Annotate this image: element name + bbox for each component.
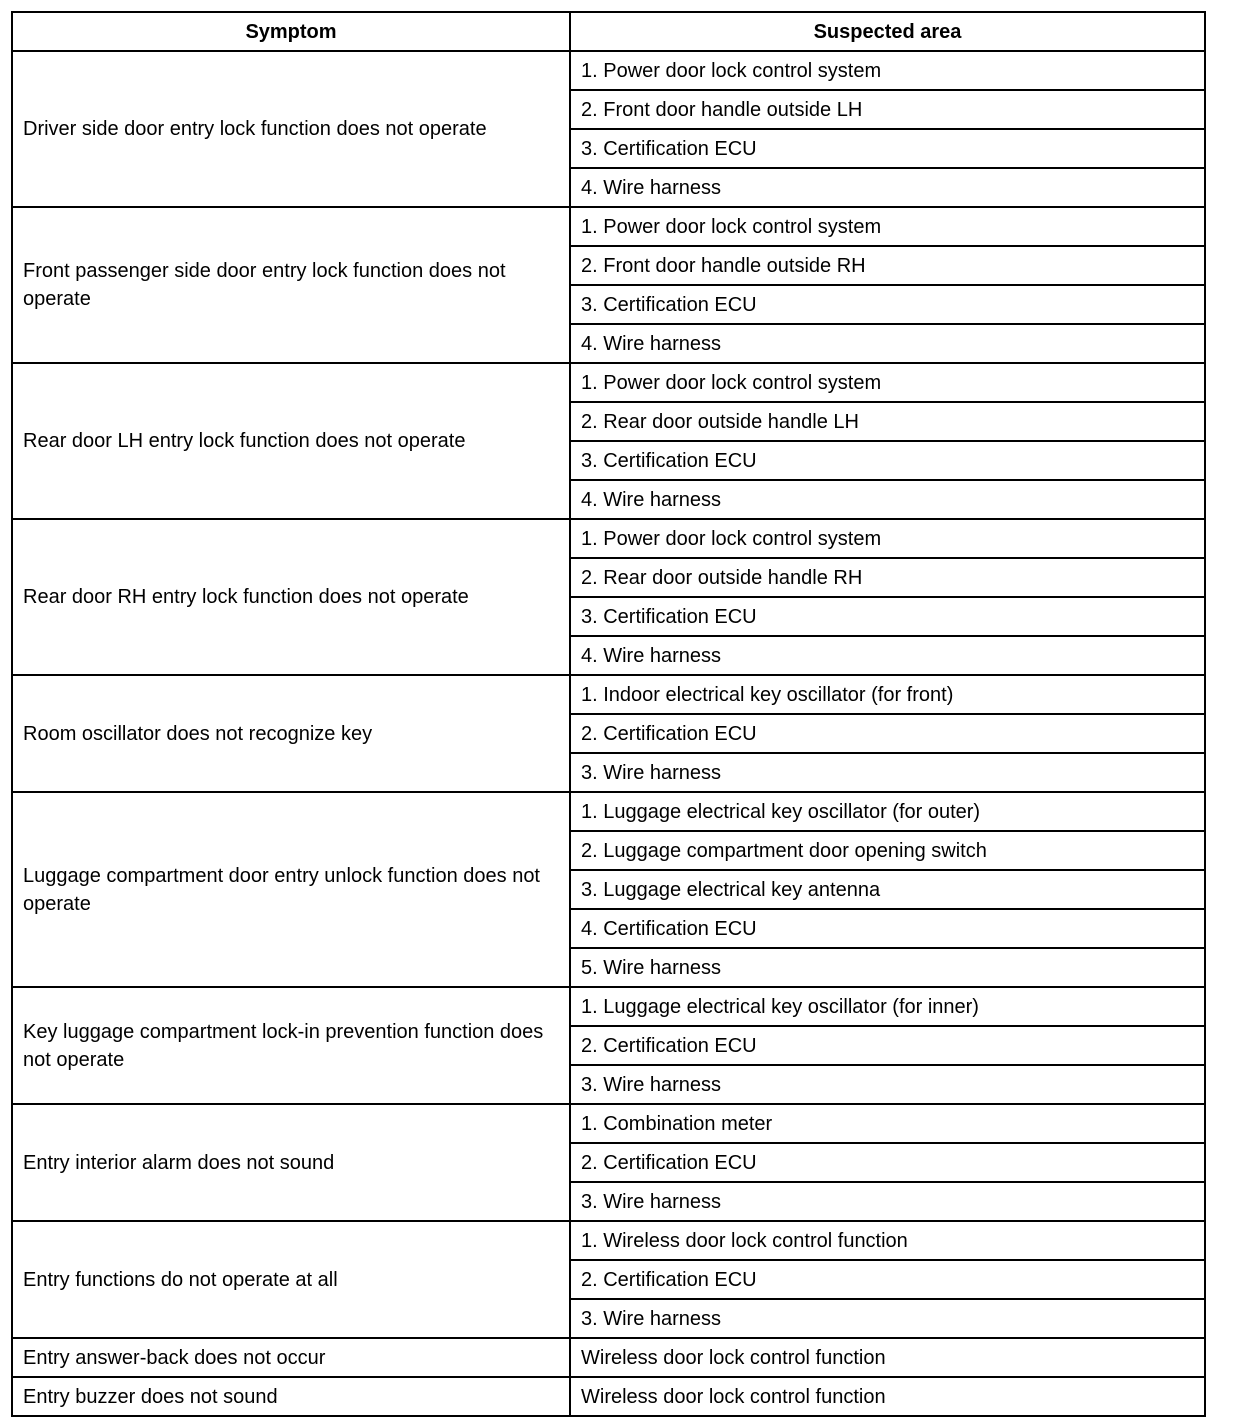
table-row — [12, 519, 1205, 558]
table-row — [12, 1377, 1205, 1416]
suspected-area-cell: 3. Certification ECU — [570, 441, 1205, 480]
suspected-area-cell: 2. Certification ECU — [570, 714, 1205, 753]
suspected-area-cell: 2. Certification ECU — [570, 1143, 1205, 1182]
table-row — [12, 675, 1205, 714]
suspected-area-cell: 2. Certification ECU — [570, 1026, 1205, 1065]
suspected-area-cell: 4. Wire harness — [570, 168, 1205, 207]
suspected-area-cell: 1. Wireless door lock control function — [570, 1221, 1205, 1260]
suspected-area-cell: 4. Wire harness — [570, 636, 1205, 675]
table-row — [12, 987, 1205, 1026]
suspected-area-cell: 2. Luggage compartment door opening switch — [570, 831, 1205, 870]
suspected-area-cell: 3. Certification ECU — [570, 597, 1205, 636]
suspected-area-cell: 1. Power door lock control system — [570, 363, 1205, 402]
table-row — [12, 792, 1205, 831]
symptom-cell: Driver side door entry lock function does not operate — [12, 51, 570, 207]
suspected-area-cell: 2. Front door handle outside RH — [570, 246, 1205, 285]
suspected-area-cell: 1. Luggage electrical key oscillator (for outer) — [570, 792, 1205, 831]
suspected-area-cell: 1. Power door lock control system — [570, 51, 1205, 90]
table-row — [12, 51, 1205, 90]
suspected-area-cell: 2. Certification ECU — [570, 1260, 1205, 1299]
symptom-cell: Entry buzzer does not sound — [12, 1377, 570, 1416]
suspected-area-cell: 4. Wire harness — [570, 324, 1205, 363]
table-row — [12, 1338, 1205, 1377]
suspected-area-cell: 4. Certification ECU — [570, 909, 1205, 948]
table-row — [12, 1221, 1205, 1260]
symptom-cell: Entry answer-back does not occur — [12, 1338, 570, 1377]
header-row — [12, 12, 1205, 51]
suspected-area-cell: 3. Certification ECU — [570, 285, 1205, 324]
suspected-area-cell: 1. Power door lock control system — [570, 207, 1205, 246]
header-symptom: Symptom — [12, 12, 570, 51]
suspected-area-cell: 2. Front door handle outside LH — [570, 90, 1205, 129]
table-row — [12, 363, 1205, 402]
suspected-area-cell: 1. Combination meter — [570, 1104, 1205, 1143]
symptom-cell: Entry interior alarm does not sound — [12, 1104, 570, 1221]
table-row — [12, 207, 1205, 246]
symptom-cell: Room oscillator does not recognize key — [12, 675, 570, 792]
suspected-area-cell: 3. Wire harness — [570, 753, 1205, 792]
symptom-cell: Entry functions do not operate at all — [12, 1221, 570, 1338]
suspected-area-cell: 1. Luggage electrical key oscillator (for inner) — [570, 987, 1205, 1026]
symptom-cell: Luggage compartment door entry unlock function does not operate — [12, 792, 570, 987]
suspected-area-cell: 2. Rear door outside handle LH — [570, 402, 1205, 441]
suspected-area-cell: 5. Wire harness — [570, 948, 1205, 987]
symptom-cell: Key luggage compartment lock-in prevention function does not operate — [12, 987, 570, 1104]
troubleshooting-table — [11, 11, 1206, 1417]
header-suspected-area: Suspected area — [570, 12, 1205, 51]
symptom-cell: Rear door RH entry lock function does not operate — [12, 519, 570, 675]
suspected-area-cell: 2. Rear door outside handle RH — [570, 558, 1205, 597]
symptom-cell: Rear door LH entry lock function does not operate — [12, 363, 570, 519]
suspected-area-cell: 3. Wire harness — [570, 1065, 1205, 1104]
table-body — [12, 51, 1205, 1416]
suspected-area-cell: 4. Wire harness — [570, 480, 1205, 519]
suspected-area-cell: 3. Wire harness — [570, 1299, 1205, 1338]
suspected-area-cell: Wireless door lock control function — [570, 1338, 1205, 1377]
suspected-area-cell: 3. Certification ECU — [570, 129, 1205, 168]
table-row — [12, 1104, 1205, 1143]
suspected-area-cell: 3. Wire harness — [570, 1182, 1205, 1221]
suspected-area-cell: Wireless door lock control function — [570, 1377, 1205, 1416]
symptom-cell: Front passenger side door entry lock function does not operate — [12, 207, 570, 363]
suspected-area-cell: 1. Power door lock control system — [570, 519, 1205, 558]
suspected-area-cell: 3. Luggage electrical key antenna — [570, 870, 1205, 909]
suspected-area-cell: 1. Indoor electrical key oscillator (for front) — [570, 675, 1205, 714]
